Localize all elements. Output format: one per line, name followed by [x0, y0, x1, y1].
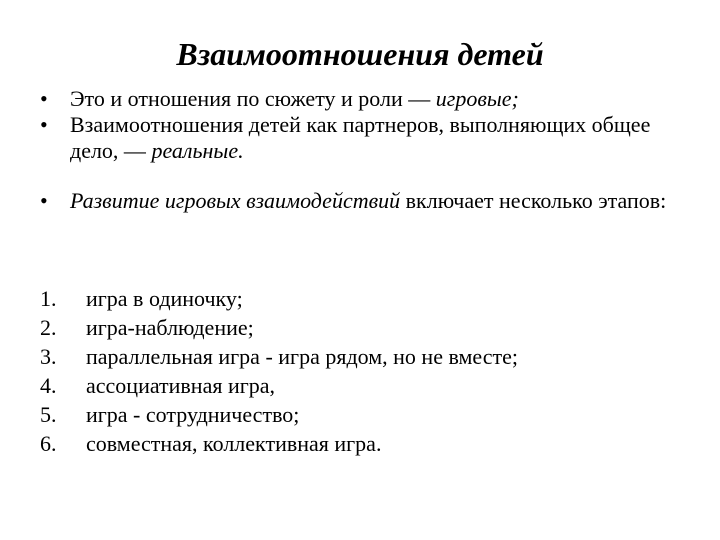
slide-title: Взаимоотношения детей — [176, 36, 544, 72]
item-number: 6. — [40, 431, 57, 456]
item-number: 2. — [40, 315, 57, 340]
item-number: 4. — [40, 373, 57, 398]
bullet-item — [40, 86, 700, 112]
numbered-item — [40, 313, 700, 342]
bullet-plain-text: Это и отношения по сюжету и роли — — [70, 86, 436, 111]
bullet-italic-text: Развитие игровых взаимодействий — [70, 188, 401, 213]
bullet-text — [70, 86, 700, 112]
numbered-item — [40, 342, 700, 371]
numbered-item — [40, 429, 700, 458]
item-number: 5. — [40, 402, 57, 427]
numbered-item — [40, 284, 700, 313]
bullet-marker: • — [40, 112, 48, 137]
bullet-plain-text: включает несколько этапов: — [400, 188, 667, 213]
item-text: параллельная игра - игра рядом, но не вместе; — [86, 344, 518, 369]
numbered-list — [40, 284, 700, 458]
item-number: 1. — [40, 286, 57, 311]
item-text: ассоциативная игра, — [86, 373, 276, 398]
item-text: игра в одиночку; — [86, 286, 243, 311]
bullet-italic-text: игровые; — [435, 86, 519, 111]
bullet-plain-text: Взаимоотношения детей как партнеров, выполняющих общее дело, — — [70, 112, 651, 163]
numbered-item — [40, 371, 700, 400]
item-number: 3. — [40, 344, 57, 369]
numbered-item — [40, 400, 700, 429]
bullet-marker: • — [40, 188, 48, 213]
item-text: игра-наблюдение; — [86, 315, 254, 340]
bullet-marker: • — [40, 86, 48, 111]
item-text: совместная, коллективная игра. — [86, 431, 382, 456]
bullet-item — [40, 112, 700, 164]
bullet-text — [70, 112, 700, 164]
item-text: игра - сотрудничество; — [86, 402, 300, 427]
bullet-text — [70, 188, 700, 214]
bullet-list — [40, 86, 700, 214]
bullet-italic-text: реальные. — [151, 138, 244, 163]
bullet-item — [40, 188, 700, 214]
